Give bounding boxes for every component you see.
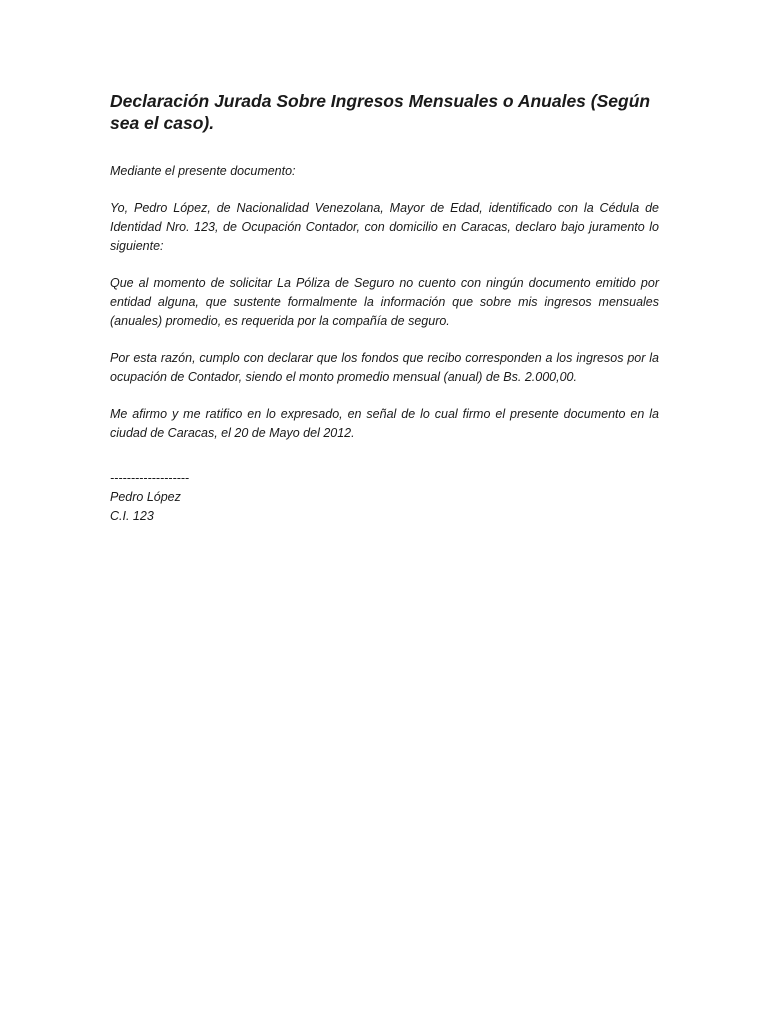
- document-page: [110, 90, 659, 526]
- signature-block: [110, 469, 659, 526]
- policy-paragraph: Que al momento de solicitar La Póliza de Seguro no cuento con ningún documento emitido por entidad alguna, que sustente formalmente la información que sobre mis ingresos mensuales (anuales) promedio, es requerida por la compañía de seguro.: [110, 276, 659, 328]
- signatory-name: Pedro López: [110, 490, 181, 504]
- identity-paragraph: Yo, Pedro López, de Nacionalidad Venezolana, Mayor de Edad, identificado con la Cédula de Identidad Nro. 123, de Ocupación Contador, con domicilio en Caracas, declaro bajo juramento lo siguiente:: [110, 201, 659, 253]
- intro-paragraph: Mediante el presente documento:: [110, 164, 296, 178]
- document-title: Declaración Jurada Sobre Ingresos Mensuales o Anuales (Según sea el caso).: [110, 91, 651, 133]
- ratification-paragraph: Me afirmo y me ratifico en lo expresado, en señal de lo cual firmo el presente documento en la ciudad de Caracas, el 20 de Mayo del 2012.: [110, 407, 659, 440]
- signatory-id: C.I. 123: [110, 509, 154, 523]
- signature-line: -------------------: [110, 471, 190, 485]
- income-paragraph: Por esta razón, cumplo con declarar que los fondos que recibo corresponden a los ingresos por la ocupación de Contador, siendo el monto promedio mensual (anual) de Bs. 2.000,00.: [110, 351, 659, 384]
